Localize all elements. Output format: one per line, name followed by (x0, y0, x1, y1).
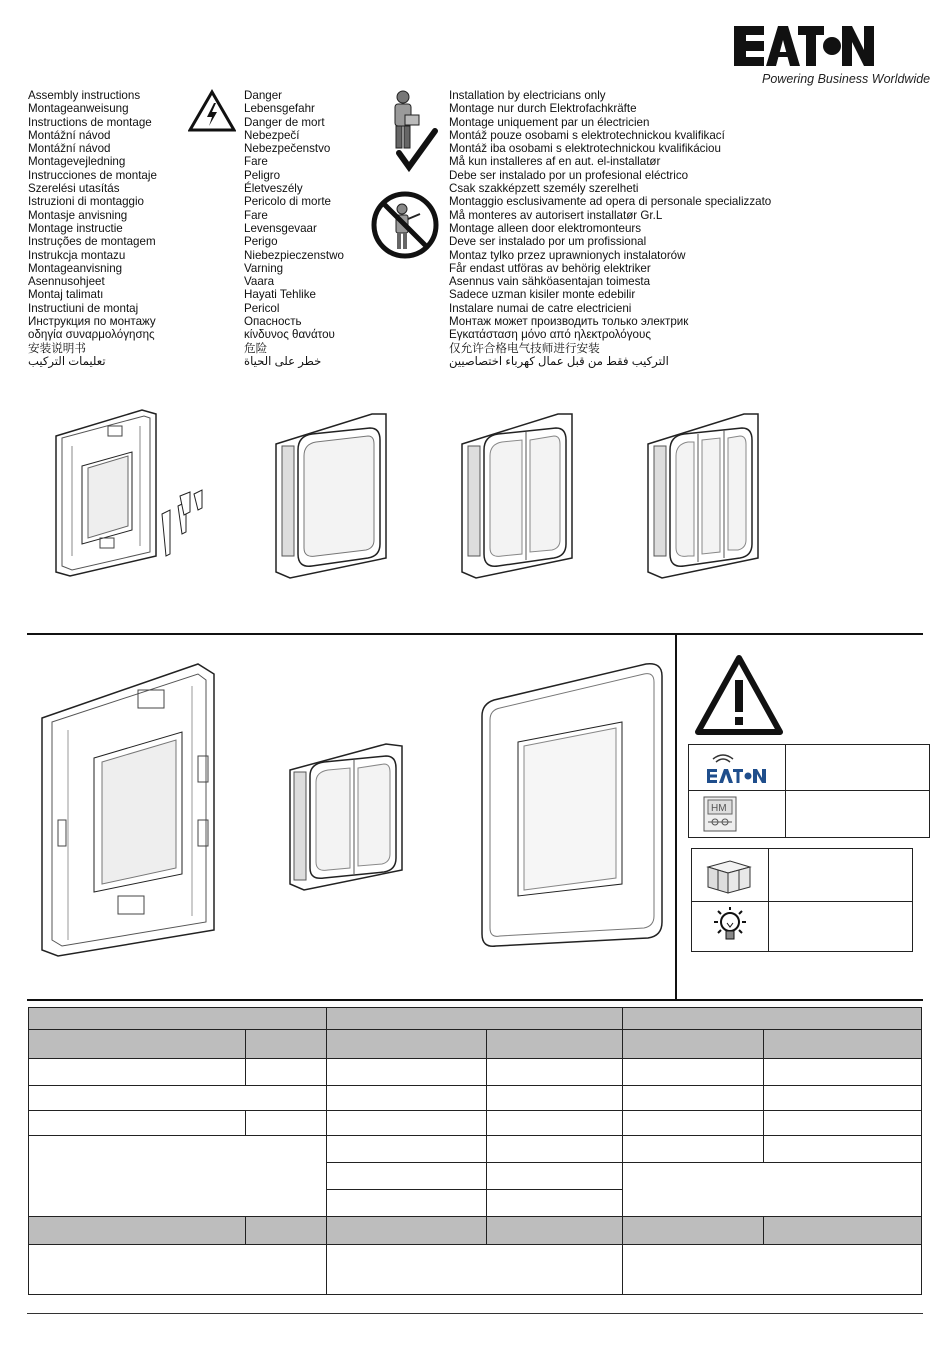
installation-notice-label: Får endast utföras av behörig elektriker (449, 261, 651, 275)
table-header-cell (764, 1030, 922, 1059)
eaton-wireless-icon (703, 749, 773, 792)
danger-label: Опасность (244, 315, 302, 329)
table-header-cell (29, 1030, 246, 1059)
table-row (29, 1245, 922, 1295)
assembly-instruction-label: Montážní návod (28, 128, 111, 142)
assembly-instruction-label: Instruções de montagem (28, 235, 156, 249)
danger-label: Életveszély (244, 182, 303, 196)
table-cell (764, 1136, 922, 1163)
installation-notice-label: Må kun installeres af en aut. el-installatør (449, 155, 661, 169)
assembly-instruction-label: Montážní návod (28, 142, 111, 156)
cover-frame-illustration (478, 660, 668, 953)
hm-label: HM (711, 803, 727, 814)
assembly-instruction-label: Montagevejledning (28, 155, 126, 169)
table-row (29, 1136, 922, 1163)
assembly-instruction-label: Instrukcja montazu (28, 248, 126, 262)
eaton-logo (734, 26, 874, 75)
table-header-cell (245, 1217, 326, 1245)
installation-notice-label: Εγκατάσταση μόνο από ηλεκτρολόγους (449, 328, 651, 342)
installation-notice-label: 仅允许合格电气技师进行安装 (449, 341, 600, 355)
danger-label: Peligro (244, 168, 281, 182)
table-row (29, 1030, 922, 1059)
installation-notice-label: التركيب فقط من قبل عمال كهرباء اختصاصيين (449, 354, 669, 368)
mounted-double-rocker-illustration (286, 740, 408, 897)
table-cell (764, 1086, 922, 1111)
table-row (29, 1059, 922, 1086)
table-cell (29, 1086, 327, 1111)
assembly-instruction-label: Asennusohjeet (28, 275, 105, 289)
table-cell (623, 1086, 764, 1111)
table-cell (487, 1163, 623, 1190)
table-cell (29, 1245, 327, 1295)
installation-notice-label: Csak szakképzett személy szerelheti (449, 182, 639, 196)
table-header-cell (326, 1217, 487, 1245)
danger-label: Nebezpečí (244, 128, 300, 142)
table-header-cell (29, 1217, 246, 1245)
assembly-instruction-label: Instructiuni de montaj (28, 301, 139, 315)
table-header-cell (326, 1008, 623, 1030)
installation-notice-label: Montage nur durch Elektrofachkräfte (449, 102, 637, 116)
assembly-instruction-label: Istruzioni di montaggio (28, 195, 144, 209)
table-cell (623, 1136, 764, 1163)
table-header-cell (245, 1030, 326, 1059)
installation-notice-label: Montaz tylko przez uprawnionych instalatorów (449, 248, 686, 262)
lightning-warning-icon (188, 89, 236, 138)
triple-rocker-illustration (644, 410, 764, 585)
footer-rule (27, 1313, 923, 1314)
danger-label: Vaara (244, 275, 275, 289)
eaton-logo-mark (734, 26, 874, 68)
danger-label: Danger de mort (244, 115, 325, 129)
table-header-cell (764, 1217, 922, 1245)
table-cell (29, 1059, 246, 1086)
assembly-instruction-label: οδηγία συναρμολόγησης (28, 328, 155, 342)
table-cell (326, 1086, 487, 1111)
table-row (29, 1008, 922, 1030)
package-info-box (691, 848, 913, 952)
assembly-instruction-label: Montageanweisung (28, 102, 129, 116)
section-divider-vertical (675, 633, 677, 1001)
frame-with-clamps-illustration (52, 406, 212, 583)
assembly-instruction-label: Montageanvisning (28, 261, 123, 275)
table-header-cell (623, 1030, 764, 1059)
assembly-instruction-label: Instrucciones de montaje (28, 168, 157, 182)
table-cell (326, 1190, 487, 1217)
installation-notice-label: Må monteres av autorisert installatør Gr.L (449, 208, 663, 222)
danger-label: خطر على الحياة (244, 354, 322, 368)
table-header-cell (487, 1217, 623, 1245)
table-row (29, 1111, 922, 1136)
danger-label: Fare (244, 155, 268, 169)
table-cell (764, 1111, 922, 1136)
table-cell (487, 1111, 623, 1136)
assembly-instruction-label: Инструкция по монтажу (28, 315, 156, 329)
single-rocker-illustration (272, 410, 392, 585)
installation-notice-label: Montáž iba osobami s elektrotechnickou kvalifikáciou (449, 142, 721, 156)
table-header-cell (623, 1217, 764, 1245)
danger-labels-list (244, 89, 344, 368)
table-header-cell (623, 1008, 922, 1030)
danger-label: Danger (244, 89, 283, 102)
installation-notice-label: Installation by electricians only (449, 89, 606, 102)
danger-label: Niebezpieczenstwo (244, 248, 344, 262)
table-cell (326, 1136, 487, 1163)
table-cell (487, 1136, 623, 1163)
assembly-instruction-label: Montage instructie (28, 221, 123, 235)
assembly-instruction-label: Montasje anvisning (28, 208, 128, 222)
assembly-instruction-label: Instructions de montage (28, 115, 152, 129)
section-divider-bottom (27, 999, 923, 1001)
installation-notice-label: Montáž pouze osobami s elektrotechnickou kvalifikací (449, 128, 725, 142)
table-cell (29, 1111, 246, 1136)
danger-label: Nebezpečenstvo (244, 142, 331, 156)
installation-notice-label: Debe ser instalado por un profesional eléctrico (449, 168, 689, 182)
table-cell (326, 1245, 623, 1295)
danger-label: Fare (244, 208, 268, 222)
installation-notice-list (449, 89, 771, 368)
exclamation-warning-icon (694, 654, 784, 741)
large-frame-illustration (38, 660, 218, 965)
installation-notice-label: Instalare numai de catre electricieni (449, 301, 632, 315)
danger-label: Pericolo di morte (244, 195, 331, 209)
table-header-cell (326, 1030, 487, 1059)
table-cell (245, 1059, 326, 1086)
danger-label: κίνδυνος θανάτου (244, 328, 335, 342)
table-cell (487, 1190, 623, 1217)
spec-table (28, 1007, 922, 1295)
table-cell (326, 1059, 487, 1086)
installation-notice-label: Deve ser instalado por um profissional (449, 235, 647, 249)
table-cell (623, 1059, 764, 1086)
lightbulb-icon (708, 905, 752, 954)
danger-label: Perigo (244, 235, 278, 249)
table-cell (487, 1059, 623, 1086)
table-header-cell (487, 1030, 623, 1059)
assembly-instruction-label: تعليمات التركيب (28, 354, 106, 368)
table-cell (623, 1163, 922, 1217)
table-cell (29, 1136, 327, 1217)
section-divider-top (27, 633, 923, 635)
table-cell (764, 1059, 922, 1086)
prohibited-person-icon (370, 190, 440, 265)
table-row (29, 1217, 922, 1245)
double-rocker-illustration (458, 410, 578, 585)
table-cell (623, 1245, 922, 1295)
table-cell (487, 1086, 623, 1111)
danger-label: Varning (244, 261, 284, 275)
table-header-cell (29, 1008, 327, 1030)
hm-module-icon (703, 796, 737, 837)
installation-notice-label: Sadece uzman kisiler monte edebilir (449, 288, 636, 302)
table-cell (326, 1111, 487, 1136)
table-row (29, 1086, 922, 1111)
installation-notice-label: Montage uniquement par un électricien (449, 115, 650, 129)
danger-label: Hayati Tehlike (244, 288, 316, 302)
device-info-box (688, 744, 930, 838)
danger-label: Pericol (244, 301, 280, 315)
danger-label: Lebensgefahr (244, 102, 315, 116)
assembly-instruction-label: 安装说明书 (28, 341, 86, 355)
brand-tagline: Powering Business Worldwide (762, 72, 931, 86)
table-cell (245, 1111, 326, 1136)
installation-notice-label: Монтаж может производить только электрик (449, 315, 689, 329)
danger-label: 危险 (244, 341, 268, 355)
electrician-with-check-icon (385, 87, 441, 180)
installation-notice-label: Montaggio esclusivamente ad opera di personale specializzato (449, 195, 772, 209)
assembly-instructions-list (28, 89, 157, 368)
installation-notice-label: Asennus vain sähköasentajan toimesta (449, 275, 651, 289)
danger-label: Levensgevaar (244, 221, 317, 235)
installation-notice-label: Montage alleen door elektromonteurs (449, 221, 642, 235)
assembly-instruction-label: Assembly instructions (28, 89, 141, 102)
assembly-instruction-label: Montaj talimatı (28, 288, 104, 302)
package-icon (704, 857, 754, 900)
assembly-instruction-label: Szerelési utasítás (28, 182, 120, 196)
table-cell (326, 1163, 487, 1190)
table-cell (623, 1111, 764, 1136)
